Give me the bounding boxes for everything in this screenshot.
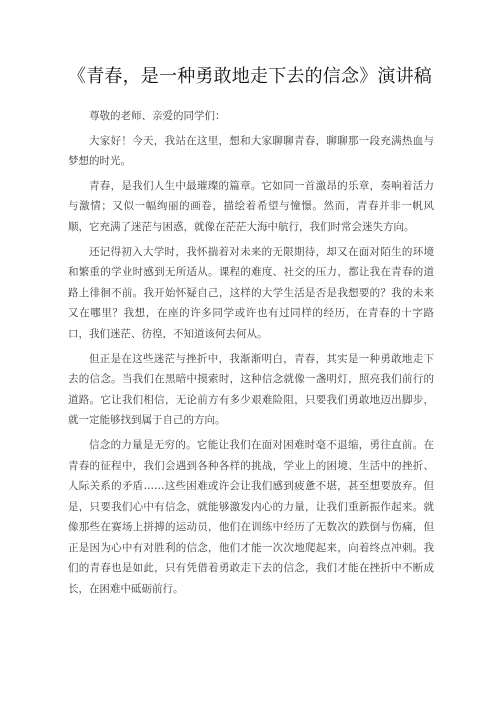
paragraph-5: 信念的力量是无穷的。它能让我们在面对困难时毫不退缩，勇往直前。在青春的征程中，我们会遇到各种各样的挑战，学业上的困境、生活中的挫折、人际关系的矛盾……这些困难或许会让我们感到疲惫不堪，甚至想要放弃。但是，只要我们心中有信念，就能够激发内心的力量，让我们重新振作起来。就像那些在赛场上拼搏的运动员，他们在训练中经历了无数次的跌倒与伤痛，但正是因为心中有对胜利的信念，他们才能一次次地爬起来，向着终点冲刺。我们的青春也是如此，只有凭借着勇敢走下去的信念，我们才能在挫折中不断成长，在困难中砥砺前行。	[68, 438, 434, 596]
document-title: 《青春，是一种勇敢地走下去的信念》演讲稿	[68, 66, 432, 87]
paragraph-4: 但正是在这些迷茫与挫折中，我渐渐明白，青春，其实是一种勇敢地走下去的信念。当我们在黑暗中摸索时，这种信念就像一盏明灯，照亮我们前行的道路。它让我们相信，无论前方有多少艰难险阻，只要我们勇敢地迈出脚步，就一定能够找到属于自己的方向。	[68, 352, 434, 427]
salutation: 尊敬的老师、亲爱的同学们：	[89, 110, 226, 122]
paragraph-2: 青春，是我们人生中最璀璨的篇章。它如同一首激昂的乐章，奏响着活力与激情；又似一幅绚丽的画卷，描绘着希望与憧憬。然而，青春并非一帆风顺，它充满了迷茫与困惑，就像在茫茫大海中航行，我们时常会迷失方向。	[68, 179, 434, 233]
paragraph-1: 大家好！今天，我站在这里，想和大家聊聊青春，聊聊那一段充满热血与梦想的时光。	[68, 134, 434, 168]
document-body	[68, 105, 434, 600]
paragraph-3: 还记得初入大学时，我怀揣着对未来的无限期待，却又在面对陌生的环境和繁重的学业时感到无所适从。课程的难度、社交的压力，都让我在青春的道路上徘徊不前。我开始怀疑自己，这样的大学生活是否是我想要的？我的未来又在哪里？我想，在座的许多同学或许也有过同样的经历，在青春的十字路口，我们迷茫、彷徨，不知道该何去何从。	[68, 245, 434, 340]
